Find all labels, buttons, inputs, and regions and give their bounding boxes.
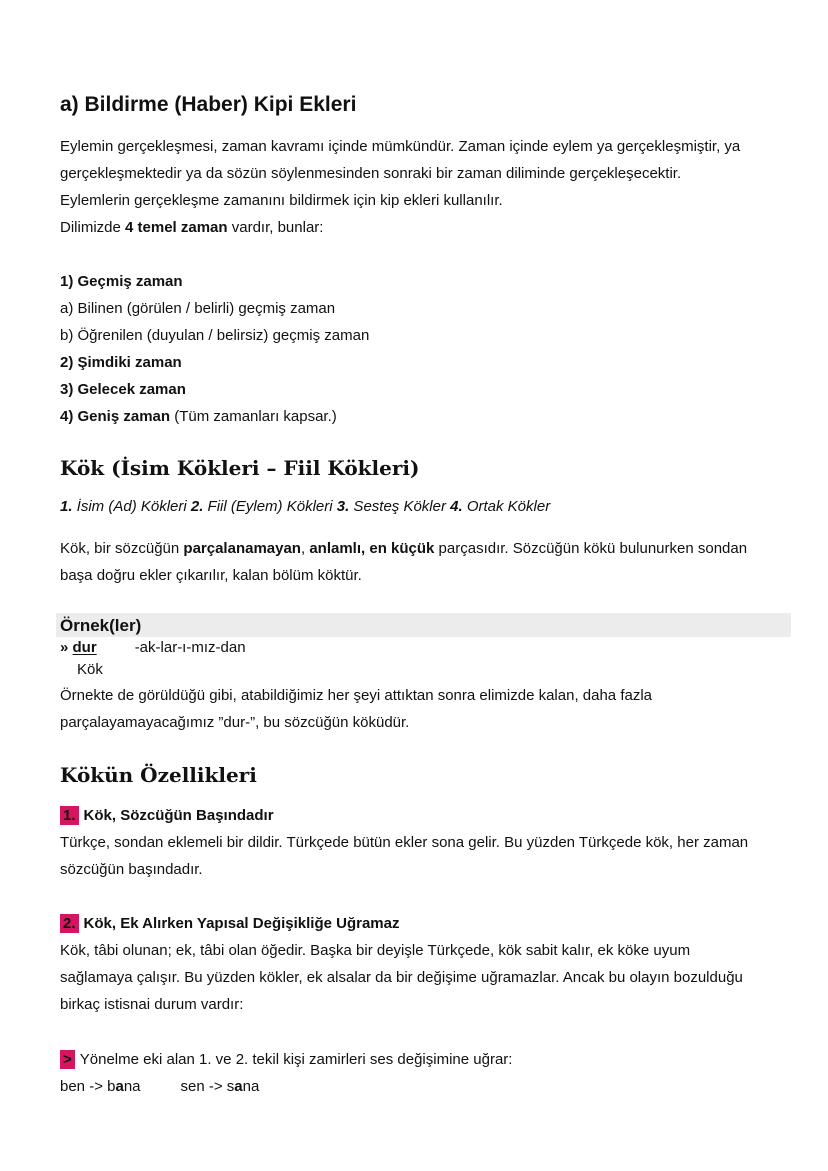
kok-definition (60, 535, 800, 589)
tense-subitem: b) Öğrenilen (duyulan / belirsiz) geçmiş zaman (60, 327, 370, 344)
intro-line: gerçekleşmektedir ya da sözün söylenmesinden sonraki bir zaman diliminde gerçekleşecektir. (60, 165, 682, 182)
text: parçalayamayacağımız ”dur-”, bu sözcüğün köküdür. (60, 714, 410, 731)
tense-item: 2) Şimdiki zaman (60, 354, 182, 371)
type-label: Ortak Kökler (462, 498, 551, 515)
arrow-badge-icon: > (60, 1050, 75, 1069)
type-number: 2. (190, 498, 204, 515)
text: sağlamaya çalışır. Bu yüzden kökler, ek alsalar da bir değişime uğramazlar. Ancak bu olayın bozulduğu (60, 969, 743, 986)
property-2 (60, 910, 800, 1018)
bold-text: parçalanamayan (183, 540, 301, 557)
bold-text: anlamlı, en küçük (309, 540, 435, 557)
props-heading: Kökün Özellikleri (60, 763, 257, 787)
text: başa doğru ekler çıkarılır, kalan bölüm köktür. (60, 567, 362, 584)
tense-note: (Tüm zamanları kapsar.) (170, 408, 337, 425)
property-title: Kök, Sözcüğün Başındadır (83, 807, 274, 824)
section-title: a) Bildirme (Haber) Kipi Ekleri (60, 93, 357, 116)
property-title: Kök, Ek Alırken Yapısal Değişikliğe Uğramaz (83, 915, 400, 932)
type-label: Fiil (Eylem) Kökleri (203, 498, 337, 515)
intro-line: Eylemin gerçekleşmesi, zaman kavramı içinde mümkündür. Zaman içinde eylem ya gerçekleşmiştir, ya (60, 138, 741, 155)
type-number: 4. (450, 498, 463, 515)
intro-paragraph (60, 133, 800, 241)
text: Kök, bir sözcüğün (60, 540, 184, 557)
intro-line (60, 214, 800, 241)
tense-item: 4) Geniş zaman (60, 408, 171, 425)
root-label: Kök (77, 661, 103, 678)
example-explanation (60, 682, 800, 736)
text: birkaç istisnai durum vardır: (60, 996, 244, 1013)
example-block (60, 637, 800, 681)
property-1 (60, 802, 800, 883)
example-sen: sen -> sana (180, 1078, 260, 1095)
text: Örnekte de görüldüğü gibi, atabildiğimiz her şeyi attıktan sonra elimizde kalan, daha fazla (60, 687, 653, 704)
bold-text: 4 temel zaman (125, 219, 228, 236)
example-ben: ben -> bana (60, 1078, 141, 1095)
example-heading: Örnek(ler) (60, 616, 142, 635)
example-suffixes: -ak-lar-ı-mız-dan (134, 639, 246, 656)
tense-subitem: a) Bilinen (görülen / belirli) geçmiş zaman (60, 300, 336, 317)
text: parçasıdır. Sözcüğün kökü bulunurken sondan (434, 540, 748, 557)
text: Yönelme eki alan 1. ve 2. tekil kişi zamirleri ses değişimine uğrar: (79, 1051, 513, 1068)
text: Türkçe, sondan eklemeli bir dildir. Türkçede bütün ekler sona gelir. Bu yüzden Türkçede kök, her zaman (60, 834, 749, 851)
type-number: 3. (336, 498, 350, 515)
text: Dilimizde (60, 219, 126, 236)
exception-block (60, 1046, 800, 1100)
type-number: 1. (60, 498, 73, 515)
example-root: dur (72, 639, 97, 656)
type-label: Sesteş Kökler (349, 498, 451, 515)
number-badge: 2. (60, 914, 79, 933)
text: sözcüğün başındadır. (60, 861, 203, 878)
text: vardır, bunlar: (227, 219, 324, 236)
tense-item: 1) Geçmiş zaman (60, 273, 183, 290)
tense-list (60, 268, 800, 430)
kok-types (60, 493, 800, 520)
text: Kök, tâbi olunan; ek, tâbi olan öğedir. Başka bir deyişle Türkçede, kök sabit kalır, ek köke uyum (60, 942, 691, 959)
tense-item: 3) Gelecek zaman (60, 381, 186, 398)
intro-line: Eylemlerin gerçekleşme zamanını bildirmek için kip ekleri kullanılır. (60, 192, 503, 209)
marker: » (60, 639, 73, 656)
number-badge: 1. (60, 806, 79, 825)
text: , (300, 540, 310, 557)
type-label: İsim (Ad) Kökleri (72, 498, 191, 515)
kok-heading: Kök (İsim Kökleri – Fiil Kökleri) (60, 456, 420, 480)
